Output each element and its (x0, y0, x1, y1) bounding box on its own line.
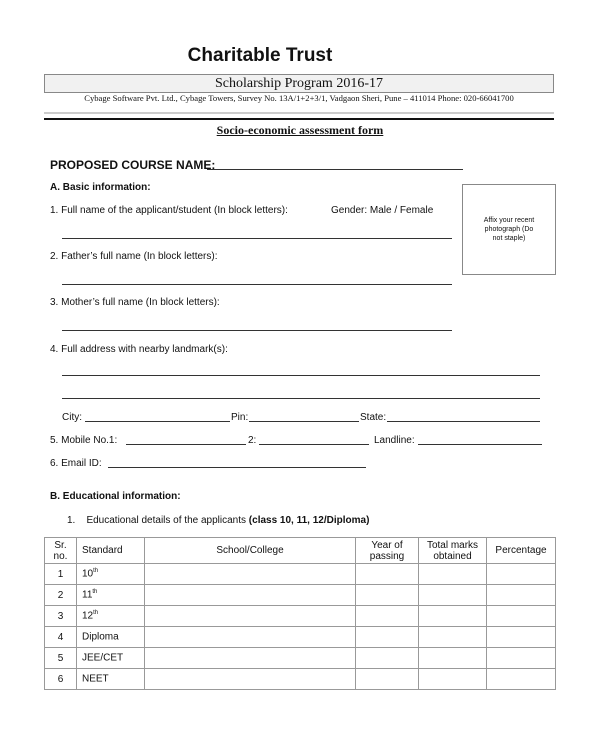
percentage-cell[interactable] (487, 669, 556, 690)
row-number: 3 (45, 606, 77, 627)
standard-text: 12 (82, 610, 94, 622)
email-label: 6. Email ID: (50, 458, 102, 469)
school-cell[interactable] (145, 606, 356, 627)
row-standard (77, 585, 145, 606)
header-year: Year of passing (356, 538, 419, 564)
marks-cell[interactable] (419, 585, 487, 606)
education-item-text: 1. Educational details of the applicants (67, 515, 247, 526)
year-cell[interactable] (356, 669, 419, 690)
row-number: 2 (45, 585, 77, 606)
marks-cell[interactable] (419, 606, 487, 627)
row-number: 4 (45, 627, 77, 648)
row-number: 5 (45, 648, 77, 669)
photo-instructions: Affix your recent photograph (Do not staple) (483, 217, 535, 242)
year-cell[interactable] (356, 585, 419, 606)
education-item-label (67, 515, 369, 526)
gender-label[interactable]: Gender: Male / Female (331, 205, 434, 216)
school-cell[interactable] (145, 627, 356, 648)
table-row (45, 648, 556, 669)
standard-text: JEE/CET (82, 652, 124, 664)
landline-field[interactable] (418, 444, 542, 445)
course-field[interactable] (207, 169, 463, 170)
year-cell[interactable] (356, 564, 419, 585)
percentage-cell[interactable] (487, 648, 556, 669)
table-row (45, 669, 556, 690)
school-cell[interactable] (145, 648, 356, 669)
form-title: Socio-economic assessment form (216, 123, 384, 137)
marks-cell[interactable] (419, 564, 487, 585)
standard-text: Diploma (82, 631, 119, 643)
standard-text: 11 (82, 589, 93, 601)
state-field[interactable] (387, 421, 540, 422)
city-field[interactable] (85, 421, 230, 422)
section-b-heading: B. Educational information: (50, 491, 181, 502)
mobile2-label: 2: (248, 435, 257, 446)
header-sr-no: Sr. no. (45, 538, 77, 564)
education-item-classes: (class 10, 11, 12/Diploma) (248, 515, 370, 526)
photo-box[interactable] (462, 184, 556, 275)
header-percentage: Percentage (487, 538, 556, 564)
table-row (45, 606, 556, 627)
table-row (45, 564, 556, 585)
year-cell[interactable] (356, 648, 419, 669)
header-standard: Standard (77, 538, 145, 564)
row-standard (77, 606, 145, 627)
address-label: 4. Full address with nearby landmark(s): (50, 344, 228, 355)
course-label: PROPOSED COURSE NAME: (50, 158, 216, 172)
education-table (44, 537, 556, 690)
city-label: City: (62, 412, 82, 423)
section-a-heading: A. Basic information: (50, 182, 151, 193)
percentage-cell[interactable] (487, 564, 556, 585)
header-school: School/College (145, 538, 356, 564)
mobile1-label: 5. Mobile No.1: (50, 435, 118, 446)
table-header-row (45, 538, 556, 564)
mobile2-field[interactable] (259, 444, 369, 445)
applicant-name-field[interactable] (62, 238, 452, 239)
table-row (45, 627, 556, 648)
year-cell[interactable] (356, 606, 419, 627)
standard-suffix: th (93, 610, 99, 617)
address-field-1[interactable] (62, 375, 540, 376)
applicant-name-label: 1. Full name of the applicant/student (In block letters): (50, 205, 288, 216)
standard-suffix: th (93, 568, 99, 575)
year-cell[interactable] (356, 627, 419, 648)
marks-cell[interactable] (419, 627, 487, 648)
trust-title: Charitable Trust (187, 45, 333, 66)
mobile1-field[interactable] (126, 444, 246, 445)
pin-field[interactable] (249, 421, 359, 422)
mother-name-label: 3. Mother’s full name (In block letters): (50, 297, 220, 308)
program-banner: Scholarship Program 2016-17 (44, 74, 554, 93)
row-standard (77, 627, 145, 648)
row-standard (77, 564, 145, 585)
divider-black (44, 118, 554, 120)
header-marks: Total marks obtained (419, 538, 487, 564)
percentage-cell[interactable] (487, 627, 556, 648)
table-row (45, 585, 556, 606)
father-name-label: 2. Father’s full name (In block letters): (50, 251, 218, 262)
state-label: State: (360, 412, 387, 423)
row-standard (77, 669, 145, 690)
marks-cell[interactable] (419, 648, 487, 669)
row-standard (77, 648, 145, 669)
standard-text: 10 (82, 568, 94, 580)
standard-suffix: th (92, 589, 98, 596)
standard-text: NEET (82, 673, 109, 685)
divider-gray (44, 112, 554, 114)
landline-label: Landline: (374, 435, 415, 446)
school-cell[interactable] (145, 564, 356, 585)
address-line: Cybage Software Pvt. Ltd., Cybage Towers, Survey No. 13A/1+2+3/1, Vadgaon Sheri, Pune – 411014 Phone: 020-66041700 (84, 93, 514, 103)
school-cell[interactable] (145, 585, 356, 606)
row-number: 1 (45, 564, 77, 585)
percentage-cell[interactable] (487, 606, 556, 627)
school-cell[interactable] (145, 669, 356, 690)
address-field-2[interactable] (62, 398, 540, 399)
email-field[interactable] (108, 467, 366, 468)
marks-cell[interactable] (419, 669, 487, 690)
percentage-cell[interactable] (487, 585, 556, 606)
father-name-field[interactable] (62, 284, 452, 285)
pin-label: Pin: (231, 412, 249, 423)
row-number: 6 (45, 669, 77, 690)
mother-name-field[interactable] (62, 330, 452, 331)
